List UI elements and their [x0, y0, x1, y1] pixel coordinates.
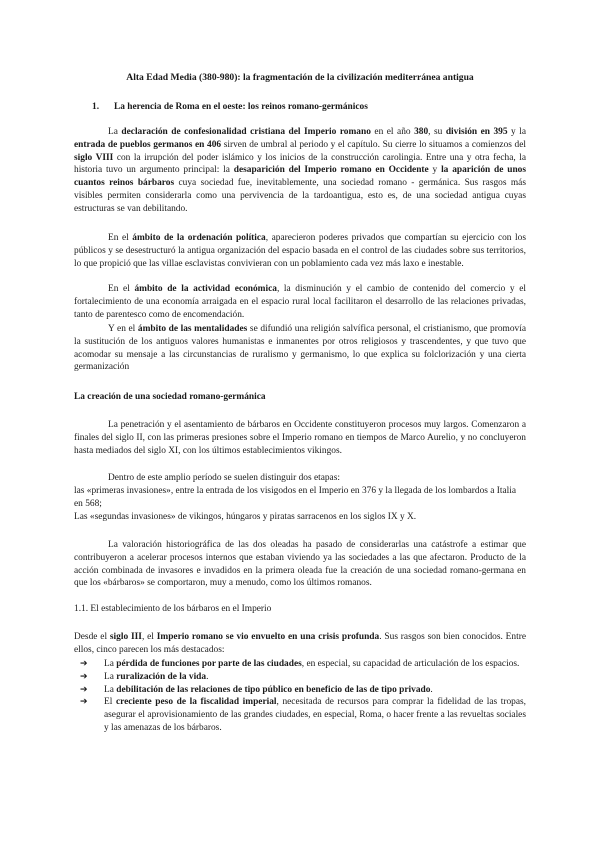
arrow-right-icon: ➔: [80, 671, 88, 682]
section-heading-2: La creación de una sociedad romano-germánica: [74, 392, 266, 402]
arrow-right-icon: ➔: [80, 659, 88, 669]
section-heading-text: La herencia de Roma en el oeste: los reinos romano-germánicos: [114, 102, 368, 112]
list-item: ➔ La debilitación de las relaciones de tipo público en beneficio de las de tipo privado.: [80, 684, 433, 695]
bullet-list: [74, 658, 526, 735]
document-title: Alta Edad Media (380-980): la fragmentación de la civilización mediterránea antigua: [126, 72, 474, 83]
paragraph-ordenacion-politica: En el ámbito de la ordenación política, aparecieron poderes privados que compartían su ejercicio con los públicos y se desestructuró la antigua organización del espacio basada en el control de las ciudades sobre sus territorios, lo que propició que las villae esclavistas convivieran con un poblamiento cada vez más laxo e inestable.: [74, 233, 526, 269]
list-item: ➔ El creciente peso de la fiscalidad imperial, necesitada de recursos para comprar la fidelidad de las tropas, asegurar el aprovisionamiento de las grandes ciudades, en especial, Roma, o hacer frente a las revueltas sociales y las amenazas de los bárbaros.: [80, 697, 527, 733]
paragraph-actividad-economica: En el ámbito de la actividad económica, la disminución y el cambio de contenido del comercio y el fortalecimiento de una economía arraigada en el espacio rural local facilitaron el desarrollo de las relaciones privadas, tanto de parentesco como de encomendación.: [74, 284, 526, 320]
section-heading-3: 1.1. El establecimiento de los bárbaros en el Imperio: [74, 604, 272, 614]
paragraph-primeras-invasiones: las «primeras invasiones», entre la entrada de los visigodos en el Imperio en 376 y la llegada de los lombardos a Italia en 568;: [74, 486, 517, 509]
paragraph-etapas: Dentro de este amplio período se suelen distinguir dos etapas:: [108, 473, 340, 483]
paragraph-crisis: Desde el siglo III, el Imperio romano se vio envuelto en una crisis profunda. Sus rasgos son bien conocidos. Entre ellos, cinco parecen los más destacados:: [74, 632, 526, 655]
arrow-right-icon: ➔: [80, 697, 88, 708]
arrow-right-icon: ➔: [80, 684, 88, 695]
paragraph-mentalidades: Y en el ámbito de las mentalidades se difundió una religión salvífica personal, el cristianismo, que promovía la sustitución de los antiguos valores humanistas e inmanentes por otros religiosos y trascendentes, y que tuvo que acomodar su mensaje a las circunstancias de ruralismo y germanismo, lo que explica su folclorización y una cierta germanización: [74, 324, 526, 373]
paragraph-herencia-intro: La declaración de confesionalidad cristiana del Imperio romano en el año 380, su división en 395 y la entrada de pueblos germanos en 406 sirven de umbral al periodo y el capítulo. Su cierre lo situamos a comienzos del siglo VIII con la irrupción del poder islámico y los inicios de la construcción carolingia. Entre una y otra fecha, la historia tuvo un argumento principal: la desaparición del Imperio romano en Occidente y la aparición de unos cuantos reinos bárbaros cuya sociedad fue, inevitablemente, una sociedad romano - germánica. Sus rasgos más visibles permiten considerarla como una pervivencia de la tardoantigua, esto es, de una sociedad antigua cuyas estructuras se van debilitando.: [74, 127, 527, 214]
section-number: 1.: [92, 102, 100, 112]
paragraph-valoracion: La valoración historiográfica de las dos oleadas ha pasado de considerarlas una catástrofe a estimar que contribuyeron a acelerar procesos internos que estaban viviendo ya las sociedades a las que afectaron. Producto de la acción combinada de invasores e invadidos en la primera oleada fue la creación de una sociedad romano-germana en que los «bárbaros» se comportaron, muy a menudo, como los últimos romanos.: [74, 540, 526, 589]
list-item: ➔ La ruralización de la vida.: [80, 671, 209, 682]
paragraph-segundas-invasiones: Las «segundas invasiones» de vikingos, húngaros y piratas sarracenos en los siglos IX y X.: [74, 512, 417, 522]
list-item: ➔ La pérdida de funciones por parte de las ciudades, en especial, su capacidad de articulación de los espacios.: [80, 659, 520, 669]
paragraph-penetracion: La penetración y el asentamiento de bárbaros en Occidente constituyeron procesos muy largos. Comenzaron a finales del siglo II, con las primeras presiones sobre el Imperio romano en tiempos de Marco Aurelio, y no concluyeron hasta mediados del siglo XI, con los últimos establecimientos vikingos.: [74, 420, 526, 456]
section-heading-1: [74, 101, 526, 114]
